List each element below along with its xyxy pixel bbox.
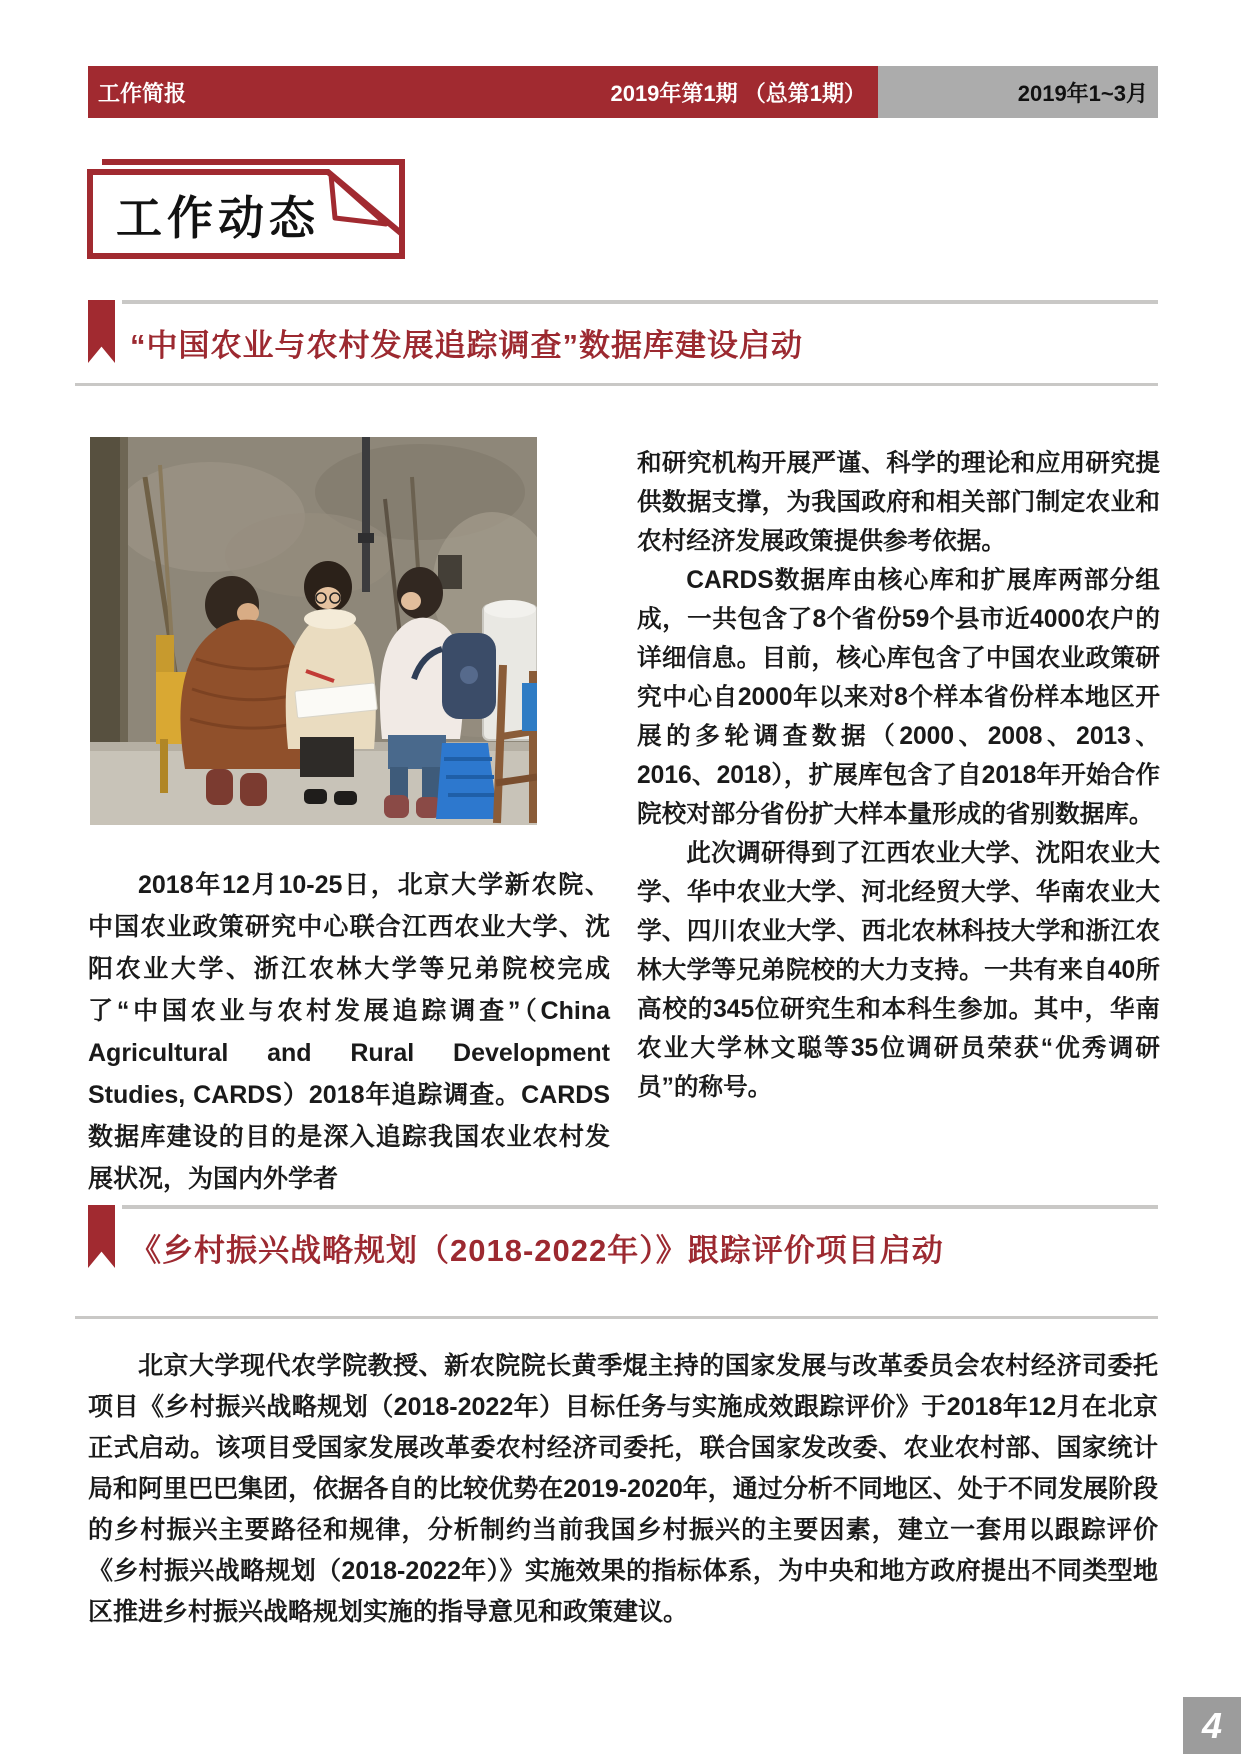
bulletin-name: 工作简报 [98,80,187,106]
section1-heading [75,300,1158,390]
bookmark-icon [88,300,115,363]
section1-right-paragraph-2: CARDS数据库由核心库和扩展库两部分组成，一共包含了8个省份59个县市近4000农户的详细信息。目前，核心库包含了中国农业政策研究中心自2000年以来对8个样本省份样本地区开展的多轮调查数据（2000、2008、2013、2016、2018），扩展库包含了自2018年开始合作院校对部分省份扩大样本量形成的省别数据库。 [637,567,1160,828]
heading-bottom-rule [75,383,1158,386]
survey-photo [90,437,537,825]
section1-title: “中国农业与农村发展追踪调查”数据库建设启动 [130,328,803,363]
heading-top-rule [122,1205,1158,1209]
page-header [88,66,1158,118]
section2-title: 《乡村振兴战略规划（2018-2022年）》跟踪评价项目启动 [130,1233,944,1268]
section2-heading [75,1205,1158,1295]
section1-right-paragraph-1: 和研究机构开展严谨、科学的理论和应用研究提供数据支撑，为我国政府和相关部门制定农业和农村经济发展政策提供参考依据。 [637,450,1160,555]
section1-right-paragraph-3: 此次调研得到了江西农业大学、沈阳农业大学、华中农业大学、河北经贸大学、华南农业大学、四川农业大学、西北农林科技大学和浙江农林大学等兄弟院校的大力支持。一共有来自40所高校的345位研究生和本科生参加。其中，华南农业大学林文聪等35位调研员荣获“优秀调研员”的称号。 [637,840,1160,1101]
fold-flap-icon [331,175,386,224]
bookmark-icon [88,1205,115,1268]
section1-left-paragraph: 2018年12月10-25日，北京大学新农院、中国农业政策研究中心联合江西农业大学、沈阳农业大学、浙江农林大学等兄弟院校完成了“中国农业与农村发展追踪调查”（China Agricultural and Rural Development Studies, CARDS）2018年追踪调查。CARDS数据库建设的目的是深入追踪我国农业农村发展状况，为国内外学者 [88,871,610,1193]
section1-right-column [637,444,1160,1107]
header-red-bar [88,66,878,118]
issue-period: 2019年1~3月 [1017,80,1148,106]
heading-bottom-rule [75,1316,1158,1319]
heading-top-rule [122,300,1158,304]
section-banner [86,156,408,262]
page-number-badge [1183,1697,1241,1754]
page-number: 4 [1201,1704,1223,1746]
header-gray-bar [878,66,1158,118]
issue-number: 2019年第1期 （总第1期） [610,80,866,106]
banner-title: 工作动态 [116,192,320,244]
section2-paragraph: 北京大学现代农学院教授、新农院院长黄季焜主持的国家发展与改革委员会农村经济司委托项目《乡村振兴战略规划（2018-2022年）目标任务与实施成效跟踪评价》于2018年12月在北京正式启动。该项目受国家发展改革委农村经济司委托，联合国家发改委、农业农村部、国家统计局和阿里巴巴集团，依据各自的比较优势在2019-2020年，通过分析不同地区、处于不同发展阶段的乡村振兴主要路径和规律，分析制约当前我国乡村振兴的主要因素，建立一套用以跟踪评价《乡村振兴战略规划（2018-2022年）》实施效果的指标体系，为中央和地方政府提出不同类型地区推进乡村振兴战略规划实施的指导意见和政策建议。 [88,1352,1158,1626]
survey-photo-illustration [90,437,537,825]
